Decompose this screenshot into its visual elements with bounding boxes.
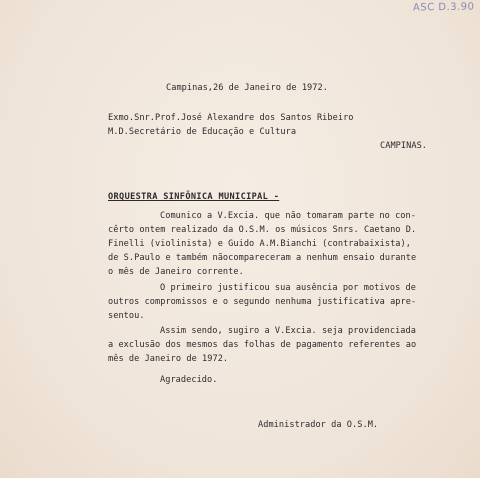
- addressee-title: M.D.Secretário de Educação e Cultura: [108, 127, 297, 137]
- body-line: Finelli (violinista) e Guido A.M.Bianchi (contrabaixista),: [108, 239, 411, 249]
- body-line: cêrto ontem realizado da O.S.M. os músicos Snrs. Caetano D.: [108, 225, 417, 235]
- body-line: O primeiro justificou sua ausência por motivos de: [160, 283, 416, 293]
- body-line: o mês de Janeiro corrente.: [108, 267, 244, 277]
- body-line: de S.Paulo e também nãocompareceram a nenhum ensaio durante: [108, 253, 417, 263]
- body-line: a exclusão dos mesmos das folhas de pagamento referentes ao: [108, 340, 417, 350]
- subject-heading: ORQUESTRA SINFÔNICA MUNICIPAL -: [108, 192, 280, 202]
- body-line: mês de Janeiro de 1972.: [108, 354, 229, 364]
- body-line: outros compromissos e o segundo nenhuma justificativa apre-: [108, 297, 417, 307]
- signature-line: Administrador da O.S.M.: [258, 420, 379, 430]
- closing-line: Agradecido.: [160, 375, 218, 385]
- body-line: Assim sendo, sugiro a V.Excia. seja providenciada: [160, 326, 416, 336]
- archive-reference: ASC D.3.90: [412, 1, 475, 14]
- date-line: Campinas,26 de Janeiro de 1972.: [166, 83, 328, 93]
- addressee-name: Exmo.Snr.Prof.José Alexandre dos Santos Ribeiro: [108, 113, 354, 123]
- body-line: sentou.: [108, 311, 145, 321]
- body-line: Comunico a V.Excia. que não tomaram parte no con-: [160, 211, 416, 221]
- addressee-city: CAMPINAS.: [380, 141, 428, 151]
